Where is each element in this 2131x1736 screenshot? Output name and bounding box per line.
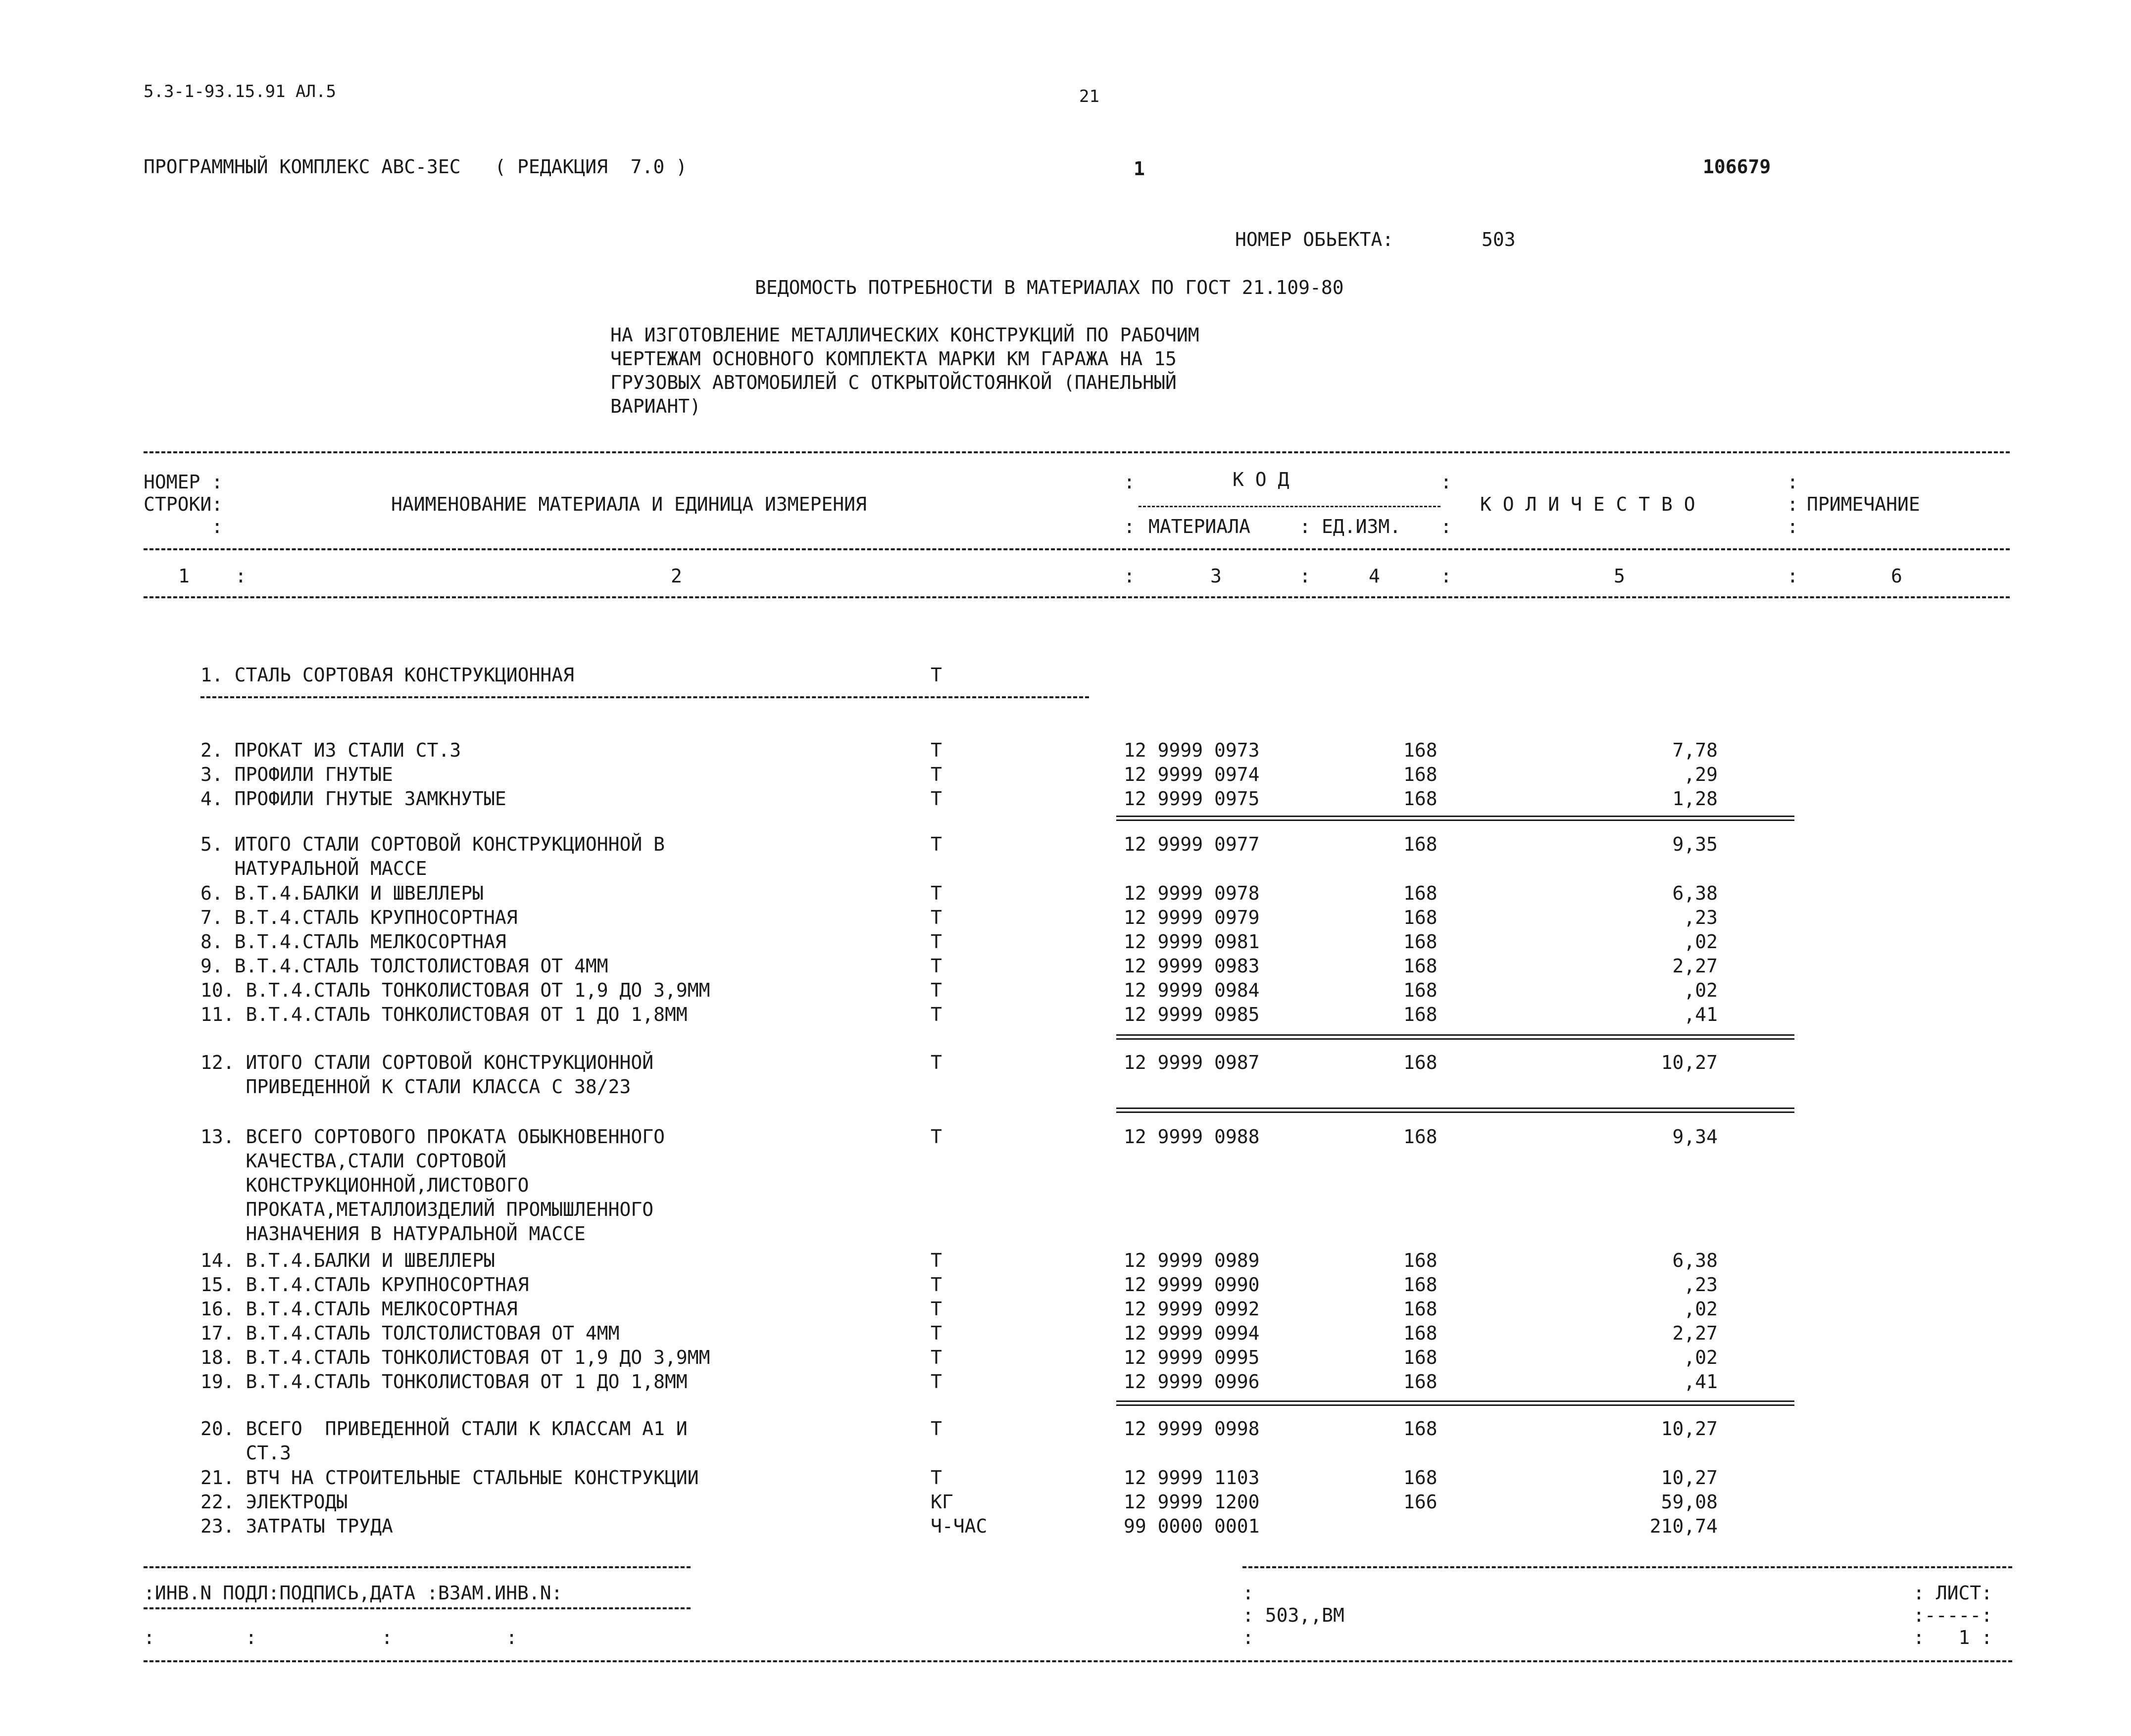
note-header: ПРИМЕЧАНИЕ: [1807, 493, 1920, 515]
code-unit-header: ЕД.ИЗМ.: [1322, 516, 1401, 537]
material-code-cell: 12 9999 0988: [1124, 1126, 1260, 1148]
unit-code-cell: 168: [1403, 764, 1437, 785]
row-number-header-line: НОМЕР :: [144, 471, 223, 493]
quantity-cell: 6,38: [1672, 882, 1718, 904]
header-separator: :: [1787, 516, 1798, 537]
material-name-line: 10. В.Т.4.СТАЛЬ ТОНКОЛИСТОВАЯ ОТ 1,9 ДО 3,9ММ: [200, 979, 710, 1001]
quantity-cell: ,02: [1684, 1298, 1718, 1320]
material-name-line: 16. В.Т.4.СТАЛЬ МЕЛКОСОРТНАЯ: [200, 1298, 518, 1320]
code-header: К О Д: [1233, 469, 1289, 490]
unit-cell: Т: [931, 1004, 942, 1025]
material-name-line: 23. ЗАТРАТЫ ТРУДА: [200, 1515, 393, 1537]
quantity-cell: 59,08: [1661, 1491, 1718, 1513]
unit-code-cell: 168: [1403, 1467, 1437, 1489]
unit-code-cell: 168: [1403, 1004, 1437, 1025]
unit-cell: Т: [931, 764, 942, 785]
document-number: 106679: [1703, 156, 1771, 178]
material-name-line: ПРОКАТА,МЕТАЛЛОИЗДЕЛИЙ ПРОМЫШЛЕННОГО: [200, 1199, 654, 1220]
code-material-header: МАТЕРИАЛА: [1148, 516, 1250, 537]
subtitle-line: ВАРИАНТ): [610, 395, 701, 417]
stamp-cells: : : : :: [144, 1627, 517, 1648]
unit-code-cell: 168: [1403, 788, 1437, 810]
material-name-header: НАИМЕНОВАНИЕ МАТЕРИАЛА И ЕДИНИЦА ИЗМЕРЕНИЯ: [391, 493, 867, 515]
designation-separator: :: [1242, 1627, 1254, 1648]
total-double-rule: [1116, 1108, 1794, 1113]
unit-cell: Т: [931, 1418, 942, 1440]
unit-cell: Т: [931, 1347, 942, 1368]
material-name-line: 4. ПРОФИЛИ ГНУТЫЕ ЗАМКНУТЫЕ: [200, 788, 506, 810]
document-title: ВЕДОМОСТЬ ПОТРЕБНОСТИ В МАТЕРИАЛАХ ПО ГОСТ 21.109-80: [755, 277, 1344, 298]
unit-code-cell: 168: [1403, 955, 1437, 977]
header-separator: :: [1124, 565, 1135, 587]
material-name-line: 11. В.Т.4.СТАЛЬ ТОНКОЛИСТОВАЯ ОТ 1 ДО 1,8ММ: [200, 1004, 688, 1025]
unit-cell: Т: [931, 1274, 942, 1296]
sheet-separator: :-----:: [1913, 1604, 1993, 1626]
quantity-cell: ,02: [1684, 931, 1718, 953]
unit-code-cell: 168: [1403, 907, 1437, 928]
material-code-cell: 12 9999 0992: [1124, 1298, 1260, 1320]
quantity-cell: ,23: [1684, 907, 1718, 928]
material-name-line: 15. В.Т.4.СТАЛЬ КРУПНОСОРТНАЯ: [200, 1274, 529, 1296]
material-code-cell: 12 9999 0994: [1124, 1322, 1260, 1344]
page-number: 1: [1134, 158, 1145, 180]
material-name-line: НАЗНАЧЕНИЯ В НАТУРАЛЬНОЙ МАССЕ: [200, 1223, 586, 1245]
material-code-cell: 12 9999 1200: [1124, 1491, 1260, 1513]
material-name-line: 1. СТАЛЬ СОРТОВАЯ КОНСТРУКЦИОННАЯ: [200, 664, 574, 686]
material-code-cell: 12 9999 0984: [1124, 979, 1260, 1001]
header-separator: :: [1787, 565, 1798, 587]
unit-code-cell: 168: [1403, 1371, 1437, 1393]
material-name-line: КОНСТРУКЦИОННОЙ,ЛИСТОВОГО: [200, 1174, 529, 1196]
material-name-line: ПРИВЕДЕННОЙ К СТАЛИ КЛАССА С 38/23: [200, 1076, 631, 1098]
subtitle-line: ЧЕРТЕЖАМ ОСНОВНОГО КОМПЛЕКТА МАРКИ КМ ГАРАЖА НА 15: [610, 348, 1177, 370]
object-number: 503: [1482, 229, 1516, 250]
material-name-line: 21. ВТЧ НА СТРОИТЕЛЬНЫЕ СТАЛЬНЫЕ КОНСТРУКЦИИ: [200, 1467, 699, 1489]
quantity-cell: 1,28: [1672, 788, 1718, 810]
unit-cell: Т: [931, 739, 942, 761]
unit-code-cell: 168: [1403, 1274, 1437, 1296]
material-code-cell: 12 9999 0974: [1124, 764, 1260, 785]
material-code-cell: 12 9999 0995: [1124, 1347, 1260, 1368]
unit-cell: Т: [931, 1250, 942, 1271]
stamp-top-rule: [144, 1566, 691, 1568]
header-separator: :: [1440, 471, 1452, 493]
material-code-cell: 99 0000 0001: [1124, 1515, 1260, 1537]
unit-cell: Т: [931, 931, 942, 953]
material-name-line: 20. ВСЕГО ПРИВЕДЕННОЙ СТАЛИ К КЛАССАМ А1 И: [200, 1418, 688, 1440]
unit-code-cell: 168: [1403, 1298, 1437, 1320]
sheet-label: : ЛИСТ:: [1913, 1582, 1993, 1604]
material-name-line: 22. ЭЛЕКТРОДЫ: [200, 1491, 348, 1513]
material-name-line: 12. ИТОГО СТАЛИ СОРТОВОЙ КОНСТРУКЦИОННОЙ: [200, 1052, 654, 1073]
total-double-rule: [1116, 1034, 1794, 1040]
material-name-line: 14. В.Т.4.БАЛКИ И ШВЕЛЛЕРЫ: [200, 1250, 495, 1271]
unit-code-cell: 168: [1403, 1322, 1437, 1344]
material-code-cell: 12 9999 0990: [1124, 1274, 1260, 1296]
unit-code-cell: 168: [1403, 882, 1437, 904]
material-name-line: СТ.3: [200, 1442, 292, 1464]
quantity-cell: ,29: [1684, 764, 1718, 785]
unit-cell: Т: [931, 979, 942, 1001]
material-code-cell: 12 9999 0978: [1124, 882, 1260, 904]
material-name-line: 18. В.Т.4.СТАЛЬ ТОНКОЛИСТОВАЯ ОТ 1,9 ДО 3,9ММ: [200, 1347, 710, 1368]
header-separator: :: [1440, 565, 1452, 587]
header-separator: :: [1124, 471, 1135, 493]
material-code-cell: 12 9999 1103: [1124, 1467, 1260, 1489]
material-name-line: 8. В.Т.4.СТАЛЬ МЕЛКОСОРТНАЯ: [200, 931, 506, 953]
designation-separator: :: [1242, 1582, 1254, 1604]
material-code-cell: 12 9999 0998: [1124, 1418, 1260, 1440]
column-number: 1: [178, 565, 190, 587]
unit-code-cell: 168: [1403, 1347, 1437, 1368]
material-name-line: 3. ПРОФИЛИ ГНУТЫЕ: [200, 764, 393, 785]
drawing-designation: : 503,,ВМ: [1242, 1604, 1344, 1626]
header-separator: :: [1787, 493, 1798, 515]
section-underline: [200, 696, 1089, 698]
material-code-cell: 12 9999 0973: [1124, 739, 1260, 761]
quantity-cell: ,02: [1684, 979, 1718, 1001]
code-header-divider: [1139, 506, 1440, 507]
unit-cell: Т: [931, 907, 942, 928]
unit-cell: Т: [931, 833, 942, 855]
material-code-cell: 12 9999 0981: [1124, 931, 1260, 953]
table-top-rule: [144, 451, 2010, 453]
program-name: ПРОГРАММНЫЙ КОМПЛЕКС АВС-3ЕС ( РЕДАКЦИЯ 7.0 ): [144, 156, 688, 178]
quantity-cell: 210,74: [1649, 1515, 1718, 1537]
quantity-cell: 10,27: [1661, 1052, 1718, 1073]
header-bottom-rule: [144, 548, 2010, 550]
quantity-cell: ,02: [1684, 1347, 1718, 1368]
material-name-line: 13. ВСЕГО СОРТОВОГО ПРОКАТА ОБЫКНОВЕННОГО: [200, 1126, 665, 1148]
material-name-line: 7. В.Т.4.СТАЛЬ КРУПНОСОРТНАЯ: [200, 907, 518, 928]
unit-cell: Т: [931, 1322, 942, 1344]
material-name-line: 2. ПРОКАТ ИЗ СТАЛИ СТ.3: [200, 739, 461, 761]
unit-code-cell: 168: [1403, 979, 1437, 1001]
quantity-cell: ,41: [1684, 1371, 1718, 1393]
stamp-mid-rule: [144, 1607, 691, 1609]
quantity-cell: 2,27: [1672, 1322, 1718, 1344]
unit-code-cell: 168: [1403, 1126, 1437, 1148]
column-number: 2: [671, 565, 682, 587]
header-separator: :: [1440, 516, 1452, 537]
material-name-line: 9. В.Т.4.СТАЛЬ ТОЛСТОЛИСТОВАЯ ОТ 4ММ: [200, 955, 608, 977]
subtitle-line: ГРУЗОВЫХ АВТОМОБИЛЕЙ С ОТКРЫТОЙСТОЯНКОЙ (ПАНЕЛЬНЫЙ: [610, 372, 1177, 393]
material-code-cell: 12 9999 0975: [1124, 788, 1260, 810]
unit-cell: Ч-ЧАС: [931, 1515, 988, 1537]
unit-cell: Т: [931, 882, 942, 904]
material-code-cell: 12 9999 0989: [1124, 1250, 1260, 1271]
material-name-line: 19. В.Т.4.СТАЛЬ ТОНКОЛИСТОВАЯ ОТ 1 ДО 1,8ММ: [200, 1371, 688, 1393]
column-number: 5: [1614, 565, 1625, 587]
unit-cell: Т: [931, 1126, 942, 1148]
unit-cell: КГ: [931, 1491, 953, 1513]
unit-cell: Т: [931, 1467, 942, 1489]
material-name-line: 6. В.Т.4.БАЛКИ И ШВЕЛЛЕРЫ: [200, 882, 484, 904]
row-number-header-line: :: [144, 516, 223, 537]
material-code-cell: 12 9999 0987: [1124, 1052, 1260, 1073]
column-number: 6: [1891, 565, 1902, 587]
designation-top-rule: [1242, 1566, 2012, 1568]
stamp-header: :ИНВ.N ПОДЛ:ПОДПИСЬ,ДАТА :ВЗАМ.ИНВ.N:: [144, 1582, 563, 1604]
material-name-line: 17. В.Т.4.СТАЛЬ ТОЛСТОЛИСТОВАЯ ОТ 4ММ: [200, 1322, 620, 1344]
unit-cell: Т: [931, 955, 942, 977]
unit-code-cell: 168: [1403, 1418, 1437, 1440]
material-code-cell: 12 9999 0977: [1124, 833, 1260, 855]
unit-cell: Т: [931, 1052, 942, 1073]
quantity-header: К О Л И Ч Е С Т В О: [1480, 493, 1695, 515]
row-number-header-line: СТРОКИ:: [144, 493, 223, 515]
quantity-cell: 10,27: [1661, 1467, 1718, 1489]
document-reference: 5.3-1-93.15.91 АЛ.5: [144, 82, 336, 101]
header-separator: :: [1124, 516, 1135, 537]
quantity-cell: 2,27: [1672, 955, 1718, 977]
header-separator: :: [1787, 471, 1798, 493]
unit-code-cell: 168: [1403, 931, 1437, 953]
material-code-cell: 12 9999 0979: [1124, 907, 1260, 928]
quantity-cell: 10,27: [1661, 1418, 1718, 1440]
unit-cell: Т: [931, 1298, 942, 1320]
quantity-cell: 6,38: [1672, 1250, 1718, 1271]
unit-cell: Т: [931, 664, 942, 686]
subtitle-line: НА ИЗГОТОВЛЕНИЕ МЕТАЛЛИЧЕСКИХ КОНСТРУКЦИЙ ПО РАБОЧИМ: [610, 324, 1199, 346]
quantity-cell: 9,35: [1672, 833, 1718, 855]
material-code-cell: 12 9999 0996: [1124, 1371, 1260, 1393]
column-number-bottom-rule: [144, 596, 2010, 598]
page-mark: 21: [1079, 87, 1099, 106]
header-separator: :: [235, 565, 247, 587]
column-number: 4: [1369, 565, 1380, 587]
material-name-line: КАЧЕСТВА,СТАЛИ СОРТОВОЙ: [200, 1150, 506, 1172]
quantity-cell: ,23: [1684, 1274, 1718, 1296]
total-double-rule: [1116, 816, 1794, 821]
unit-code-cell: 168: [1403, 739, 1437, 761]
unit-code-cell: 168: [1403, 1250, 1437, 1271]
page-bottom-rule: [144, 1660, 2012, 1662]
total-double-rule: [1116, 1400, 1794, 1406]
quantity-cell: ,41: [1684, 1004, 1718, 1025]
quantity-cell: 7,78: [1672, 739, 1718, 761]
unit-cell: Т: [931, 788, 942, 810]
material-code-cell: 12 9999 0985: [1124, 1004, 1260, 1025]
unit-code-cell: 168: [1403, 833, 1437, 855]
column-number: 3: [1210, 565, 1222, 587]
unit-code-cell: 168: [1403, 1052, 1437, 1073]
object-number-label: НОМЕР ОБЬЕКТА:: [1235, 229, 1394, 250]
material-name-line: НАТУРАЛЬНОЙ МАССЕ: [200, 858, 427, 879]
sheet-number: : 1 :: [1913, 1627, 1993, 1648]
header-separator: :: [1299, 565, 1311, 587]
header-separator: :: [1299, 516, 1311, 537]
unit-code-cell: 166: [1403, 1491, 1437, 1513]
unit-cell: Т: [931, 1371, 942, 1393]
quantity-cell: 9,34: [1672, 1126, 1718, 1148]
material-code-cell: 12 9999 0983: [1124, 955, 1260, 977]
material-name-line: 5. ИТОГО СТАЛИ СОРТОВОЙ КОНСТРУКЦИОННОЙ В: [200, 833, 665, 855]
